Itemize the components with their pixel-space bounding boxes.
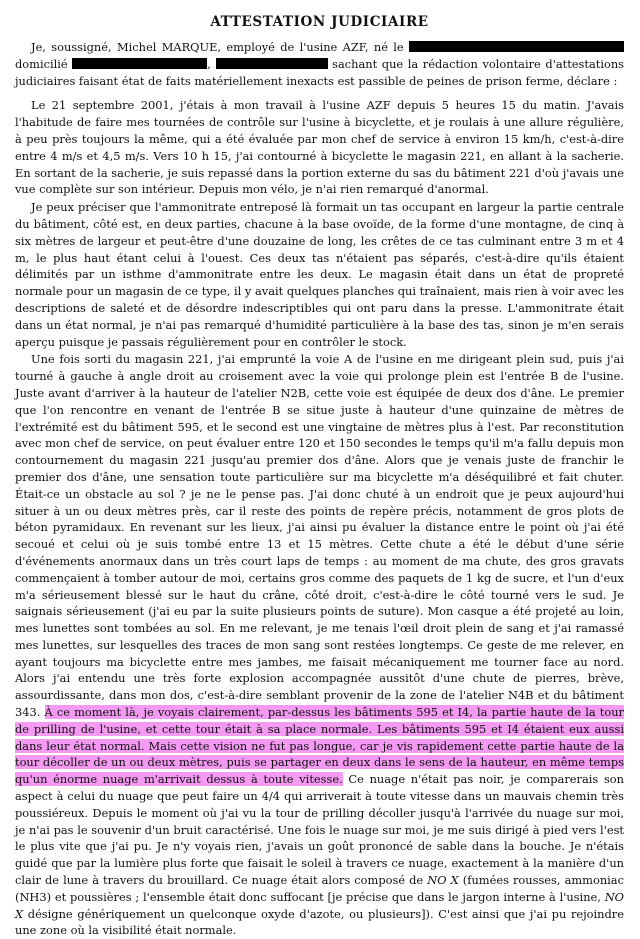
paragraph-1: Le 21 septembre 2001, j'étais à mon travail à l'usine AZF depuis 5 heures 15 du matin. J'avais l'habitude de faire mes tournées de contrôle sur l'usine à bicyclette, et je roulais à une allure régulière, à peu près toujours la même, qui a été évaluée par mon chef de service à environ 15 km/h, c'est-à-dire entre 4 m/s et 4,5 m/s. Vers 10 h 15, j'ai contourné à bicyclette le magasin 221, en allant à la sacherie. En sortant de la sacherie, je suis repassé dans la portion externe du sas du bâtiment 221 d'où j'avais une vue complète sur son intérieur. Depuis mon vélo, je n'ai rien remarqué d'anormal. xyxy=(15,98,624,197)
highlighted-passage: À ce moment là, je voyais clairement, par-dessus les bâtiments 595 et I4, la partie haute de la tour de prilling de l'usine, et cette tour était à sa place normale. Les bâtiments 595 et I4 étaient eux aussi dans leur état normal. Mais cette vision ne fut pas longue, car je vis rapidement cette partie haute de la tour décoller de un ou deux mètres, puis se partager en deux dans le sens de la hauteur, en même temps qu'un énorme nuage m'arrivait dessus à toute vitesse. xyxy=(15,705,624,787)
nox-term-2: NO X xyxy=(15,889,624,921)
redacted-address xyxy=(72,58,207,69)
nox-term: NO X xyxy=(427,873,459,888)
intro-text-4: sachant que la rédaction volontaire d'attestations judiciaires faisant état de faits matériellement inexacts est passible de peines de prison ferme, déclare : xyxy=(15,56,624,88)
intro-paragraph xyxy=(15,39,624,89)
paragraph-2: Je peux préciser que l'ammonitrate entreposé là formait un tas occupant en largeur la partie centrale du bâtiment, côté est, en deux parties, chacune à la base ovoïde, de la forme d'une montagne, de cinq à six mètres de largeur et peut-être d'une douzaine de long, les crêtes de ce tas culminant entre 3 m et 4 m, le plus haut étant celui à l'ouest. Ces deux tas n'étaient pas séparés, c'est-à-dire qu'ils étaient délimités par un isthme d'ammonitrate entre les deux. Le magasin était dans un état de propreté normale pour un magasin de ce type, il y avait quelques planches qui traînaient, mais rien à voir avec les descriptions de saleté et de désordre indescriptibles qui ont paru dans la presse. L'ammonitrate était dans un état normal, je n'ai pas remarqué d'humidité particulière à la base des tas, sinon je m'en serais aperçu puisque je passais régulièrement pour en contrôler le stock. xyxy=(15,200,624,349)
intro-text-2: domicilié xyxy=(15,56,73,71)
intro-text-1: Je, soussigné, Michel MARQUE, employé de l'usine AZF, né le xyxy=(31,40,409,54)
redacted-birthdate xyxy=(409,41,624,52)
paragraph-3-text: Une fois sorti du magasin 221, j'ai emprunté la voie A de l'usine en me dirigeant plein sud, puis j'ai tourné à gauche à angle droit au croisement avec la voie qui prolonge plein est l'entrée B de l'usine. Juste avant d'arriver à la hauteur de l'atelier N2B, cette voie est équipée de deux dos d'âne. Le premier que l'on rencontre en venant de l'entrée B se situe juste à hauteur d'une quinzaine de mètres de l'extrémité est du bâtiment 595, et le second est une vingtaine de mètres plus à l'est. Par reconstitution avec mon chef de service, on peut évaluer entre 120 et 150 secondes le temps qu'il m'a fallu depuis mon contournement du magasin 221 jusqu'au premier dos d'âne. Alors que je venais juste de franchir le premier dos d'âne, une sensation toute particulière sur ma bicyclette m'a déséquilibré et fait chuter. Était-ce un obstacle au sol ? je ne le pense pas. J'ai donc chuté à un endroit que je peux aujourd'hui situer à un ou deux mètres près, car il reste des points de repère précis, notamment de gros plots de béton pyramidaux. En revenant sur les lieux, j'ai ainsi pu évaluer la distance entre le point où j'ai été secoué et celui où je suis tombé entre 13 et 15 mètres. Cette chute a été le début d'une série d'événements anormaux dans un très court laps de temps : au moment de ma chute, des gros gravats commençaient à tomber autour de moi, certains gros comme des paquets de 1 kg de sucre, et l'un d'eux m'a sérieusement blessé sur le haut du crâne, côté droit, c'est-à-dire le côté tourné vers le sud. Je saignais sérieusement (j'ai eu par la suite plusieurs points de suture). Mon casque a été projeté au loin, mes lunettes sont tombées au sol. En me relevant, je me tenais l'œil droit plein de sang et j'ai ramassé mes lunettes, sur lesquelles des traces de mon sang sont restées longtemps. Ce geste de me relever, en ayant toujours ma bicyclette entre mes jambes, me faisait mécaniquement me tourner face au nord. Alors j'ai entendu une très forte explosion accompagnée aussitôt d'une chute de pierres, brève, assourdissante, dans mon dos, c'est-à-dire semblant provenir de la zone de l'atelier N4B et du bâtiment 343. xyxy=(15,352,624,720)
redacted-city xyxy=(216,58,328,69)
paragraph-3-end-3: désigne génériquement un quelconque oxyde d'azote, ou plusieurs]). C'est ainsi que j'ai pu rejoindre une zone où la visibilité était normale. xyxy=(15,906,624,938)
document-title: ATTESTATION JUDICIAIRE xyxy=(210,14,429,30)
paragraph-3 xyxy=(15,351,624,939)
intro-text-3: , xyxy=(207,56,216,71)
paragraph-3-end: Ce nuage n'était pas noir, je comparerais son aspect à celui du nuage que peut faire un 4/4 qui arriverait à toute vitesse dans un mauvais chemin très poussiéreux. Depuis le moment où j'ai vu la tour de prilling décoller jusqu'à l'arrivée du nuage sur moi, je n'ai pas le souvenir d'un bruit caractérisé. Une fois le nuage sur moi, je me suis dirigé à pied vers l'est le plus vite que j'ai pu. Je n'y voyais rien, j'avais un goût prononcé de sable dans la bouche. Je n'étais guidé que par la lumière plus forte que faisait le soleil à travers ce nuage, exactement à la manière d'un clair de lune à travers du brouillard. Ce nuage était alors composé de xyxy=(15,772,624,888)
paragraph-3-end-2: (fumées rousses, ammoniac (NH3) et poussières ; l'ensemble était donc suffocant [je précise que dans le jargon interne à l'usine, xyxy=(15,873,624,904)
